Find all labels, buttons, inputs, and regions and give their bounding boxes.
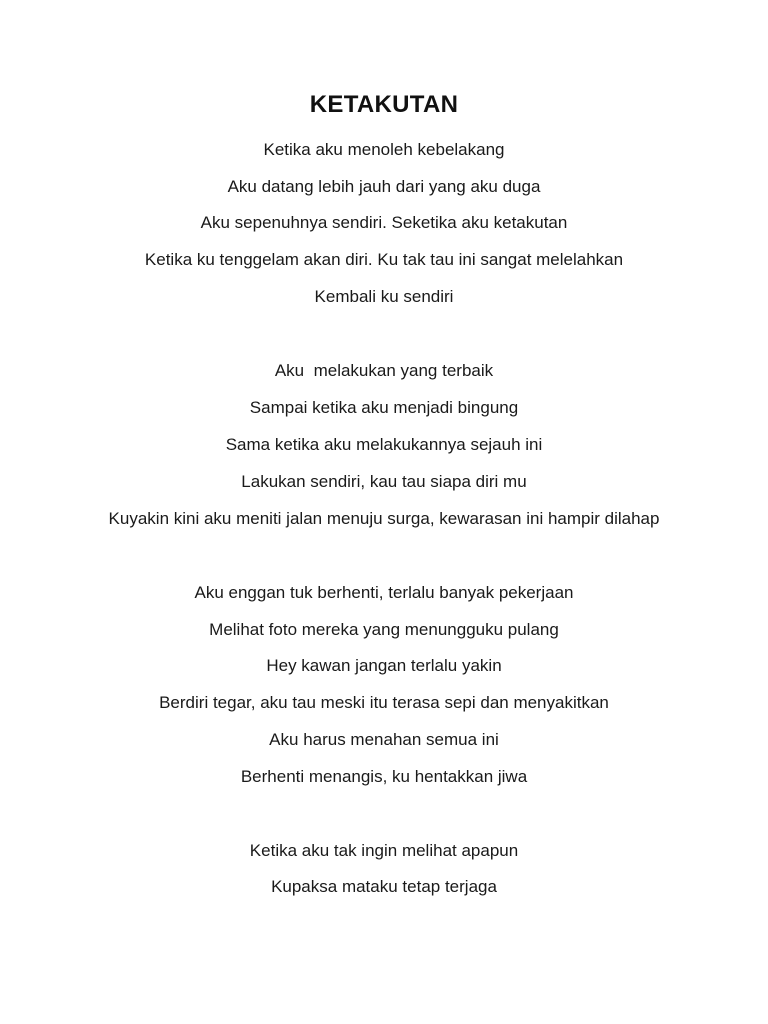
poem-line: Aku melakukan yang terbaik bbox=[274, 361, 494, 380]
poem-line: Melihat foto mereka yang menungguku pulang bbox=[209, 620, 559, 639]
poem-line: Berhenti menangis, ku hentakkan jiwa bbox=[240, 767, 528, 786]
poem-line: Kembali ku sendiri bbox=[314, 287, 454, 306]
poem-line: Sama ketika aku melakukannya sejauh ini bbox=[225, 435, 543, 454]
poem-line: Kupaksa mataku tetap terjaga bbox=[271, 877, 497, 896]
poem-line: Berdiri tegar, aku tau meski itu terasa sepi dan menyakitkan bbox=[159, 693, 609, 712]
poem-line: Aku harus menahan semua ini bbox=[269, 730, 499, 749]
poem-line: Ketika ku tenggelam akan diri. Ku tak tau ini sangat melelahkan bbox=[144, 250, 624, 269]
poem-line: Sampai ketika aku menjadi bingung bbox=[249, 398, 519, 417]
poem-line: Ketika aku tak ingin melihat apapun bbox=[249, 841, 519, 860]
poem-line: Hey kawan jangan terlalu yakin bbox=[266, 656, 502, 675]
poem-line: Ketika aku menoleh kebelakang bbox=[263, 140, 505, 159]
poem-line: Aku sepenuhnya sendiri. Seketika aku ketakutan bbox=[200, 213, 568, 232]
poem-line: Aku enggan tuk berhenti, terlalu banyak pekerjaan bbox=[194, 583, 574, 602]
poem-line: Aku datang lebih jauh dari yang aku duga bbox=[227, 177, 541, 196]
poem-title: KETAKUTAN bbox=[309, 91, 459, 118]
poem-line: Kuyakin kini aku meniti jalan menuju surga, kewarasan ini hampir dilahap bbox=[108, 509, 660, 528]
poem-line: Lakukan sendiri, kau tau siapa diri mu bbox=[241, 472, 527, 491]
